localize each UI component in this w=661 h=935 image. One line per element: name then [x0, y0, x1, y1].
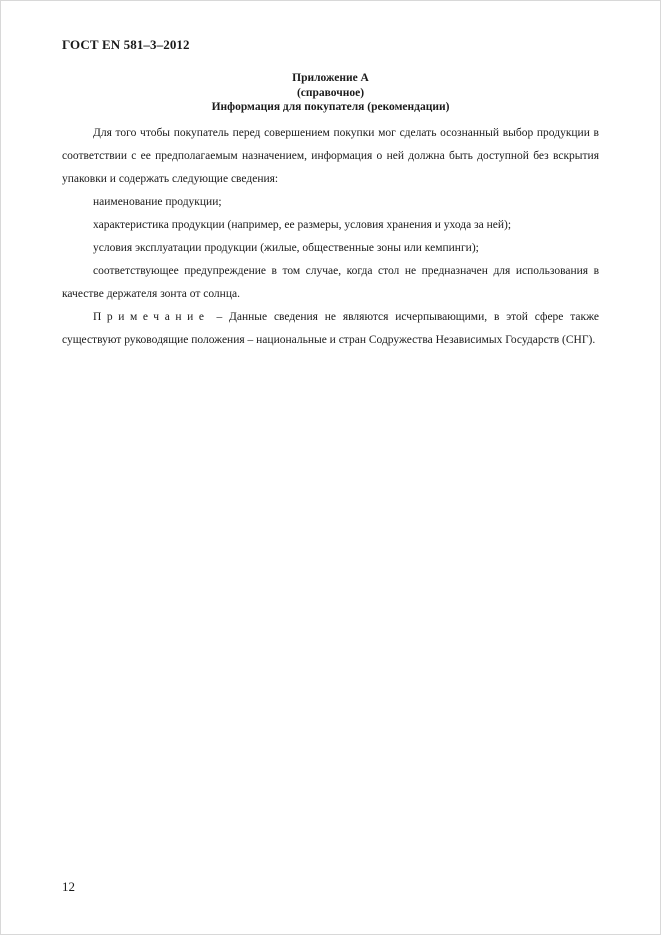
- body-text: [62, 122, 599, 352]
- page-number: 12: [62, 879, 75, 894]
- list-item-product-name: наименование продукции;: [93, 196, 222, 208]
- list-item-warning: соответствующее предупреждение в том случае, когда стол не предназначен для использования в качестве держателя зонта от солнца.: [62, 265, 599, 300]
- intro-paragraph: Для того чтобы покупатель перед совершением покупки мог сделать осознанный выбор продукции в соответствии с ее предполагаемым назначением, информация о ней должна быть доступной без вскрытия упаковки и содержать следующие сведения:: [62, 127, 599, 185]
- note-text: – Данные сведения не являются исчерпывающими, в этой сфере также существуют руководящие положения – национальные и стран Содружества Независимых Государств (СНГ).: [62, 311, 599, 346]
- appendix-subtitle: Информация для покупателя (рекомендации): [211, 101, 450, 113]
- list-item-product-characteristics: характеристика продукции (например, ее размеры, условия хранения и ухода за ней);: [93, 219, 512, 231]
- list-item-usage-conditions: условия эксплуатации продукции (жилые, общественные зоны или кемпинги);: [93, 242, 479, 254]
- note-paragraph: [62, 306, 599, 352]
- appendix-type: (справочное): [296, 87, 365, 99]
- note-label: Примечание: [93, 311, 210, 323]
- document-header: ГОСТ EN 581–3–2012: [62, 37, 190, 52]
- appendix-title: Приложение А: [292, 72, 369, 84]
